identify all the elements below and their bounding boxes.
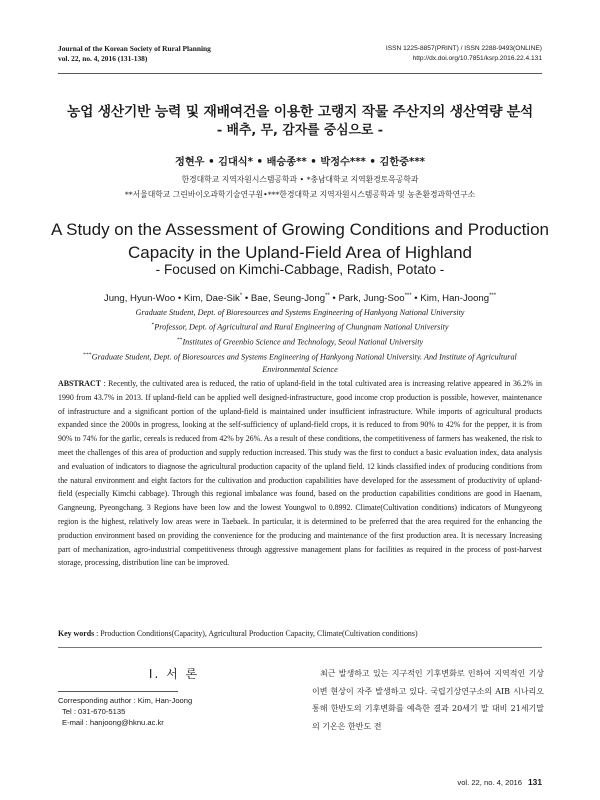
affiliation-item bbox=[58, 334, 542, 349]
english-authors bbox=[30, 290, 570, 305]
keywords-label: Key words bbox=[58, 629, 95, 638]
footer-issue: vol. 22, no. 4, 2016 bbox=[457, 778, 523, 787]
doi-link[interactable]: http://dx.doi.org/10.7851/ksrp.2016.22.4.131 bbox=[412, 55, 542, 62]
keywords-text: : Production Conditions(Capacity), Agricultural Production Capacity, Climate(Cultivation conditions) bbox=[94, 629, 418, 638]
author-separator: • bbox=[329, 293, 339, 305]
author-separator: • bbox=[242, 293, 251, 305]
author-separator: • bbox=[175, 293, 184, 305]
korean-title: 농업 생산기반 능력 및 재배여건을 이용한 고랭지 작물 주산지의 생산역량 분석 bbox=[66, 104, 534, 120]
affiliation-text: Graduate Student, Dept. of Bioresources and Systems Engineering of Hankyong National University. And Institute of Agricultural Environmental Science bbox=[91, 352, 517, 375]
affiliation-mark: * bbox=[151, 322, 155, 329]
korean-authors: 정현우 • 김대식* • 배승종** • 박정수*** • 김한중*** bbox=[175, 157, 425, 168]
keywords-divider bbox=[58, 647, 542, 648]
english-title-line-2: Capacity in the Upland-Field Area of Highland bbox=[128, 243, 472, 262]
abstract-label: ABSTRACT bbox=[58, 379, 101, 388]
abstract-text: : Recently, the cultivated area is reduced, the ratio of upland-field in the total cultivated area is increasing relative appeared in 36.2% in 1990 from 43.7% in 2013. If upland-field can be applied well designed-infrastructure, good income crop production is possible, however, maintenance of infrastructure and a significant portion of the upland-field is maintained under insufficient infrastructure. While imports of agricultural products expanded since the 2000s in progress, looking at the self-sufficiency of upland-field crops, it is reduced to from 90% to 42% for the pepper, it is from 90% to 74% for the garlic, cereals is reduced from 42% by 26%. As a result of these conditions, the competitiveness of farmers has weakened, the risk to meet the challenges of this area of production and supply reduction increased. This study was the first to conduct a basic evaluation index, data analysis and evaluation of indicators to diagnose the agricultural production capacity of the upland field. 12 kinds classified index of producing conditions from the natural environment and eight factors for the cultivation and production capabilities have developed for the assessment of productivity of upland-field (especially Kimchi cabbage). Through this regional imbalance was found, based on the production capabilities conditions are good in Haenam, Gangneung, Pyeongchang. 3 Regions have been low and the lowest Youngwol to 0.8992. Climate(Cultivation conditions) indicators of Mungyeong region is the highest, relatively low areas were in Taebaek. In particular, it is determined to be preferred that the area required for the enhancing the production environment based on providing the convenience for the producing and maintenance of the first production area. It is necessary Increasing part of mechanization, agro-industrial competitiveness through aggressive management plans for facilities as required in the process of post-harvest storage, processing, distribution line can be improved. bbox=[58, 379, 542, 568]
header-divider bbox=[58, 73, 542, 74]
abstract bbox=[58, 377, 542, 570]
author-mark: ** bbox=[325, 293, 330, 299]
english-subtitle: - Focused on Kimchi-Cabbage, Radish, Potato - bbox=[155, 262, 445, 277]
journal-header bbox=[58, 44, 338, 64]
affiliation-item bbox=[58, 307, 542, 319]
introduction-body bbox=[312, 665, 544, 735]
journal-name: Journal of the Korean Society of Rural Planning bbox=[58, 44, 211, 53]
author-mark: *** bbox=[489, 293, 497, 299]
affiliation-text: Institutes of Greenbio Science and Technology, Seoul National University bbox=[182, 337, 424, 347]
korean-affiliation-1: 한경대학교 지역자원시스템공학과 • *충남대학교 지역환경토목공학과 bbox=[181, 175, 419, 184]
corresponding-email[interactable]: E-mail : hanjoong@hknu.ac.kr bbox=[62, 718, 164, 727]
korean-affiliation-2: **서울대학교 그린바이오과학기술연구원•***한경대학교 지역자원시스템공학과 및 농촌환경과학연구소 bbox=[124, 190, 476, 199]
affiliation-text: Graduate Student, Dept. of Bioresources and Systems Engineering of Hankyong National University bbox=[135, 308, 465, 317]
correspondence-divider bbox=[58, 691, 178, 692]
introduction-paragraph: 최근 발생하고 있는 지구적인 기후변화로 인하여 지역적인 기상이변 현상이 자주 발생하고 있다. 국립기상연구소의 AIB 시나리오 통해 한반도의 기후변화를 예측한 결과 20세기 말 대비 21세기말의 기온은 한반도 전 bbox=[312, 669, 544, 731]
page-footer bbox=[457, 777, 542, 788]
author-name: Kim, Han-Joong bbox=[420, 293, 490, 305]
keywords bbox=[58, 628, 542, 639]
affiliation-mark: ** bbox=[176, 337, 183, 344]
correspondence-block bbox=[58, 695, 290, 728]
section-heading-introduction: Ⅰ. 서 론 bbox=[148, 667, 200, 681]
corresponding-tel: Tel : 031-670-5135 bbox=[62, 707, 126, 716]
affiliation-item bbox=[58, 349, 542, 376]
journal-identifiers bbox=[302, 44, 542, 64]
author-name: Jung, Hyun-Woo bbox=[103, 293, 176, 305]
author-separator: • bbox=[411, 293, 421, 305]
english-affiliations bbox=[58, 307, 542, 376]
affiliation-mark: *** bbox=[83, 352, 92, 359]
author-mark: *** bbox=[404, 293, 412, 299]
author-name: Park, Jung-Soo bbox=[338, 293, 405, 305]
author-mark: * bbox=[239, 293, 243, 299]
issn-text: ISSN 1225-8857(PRINT) / ISSN 2288-9493(ONLINE) bbox=[385, 45, 542, 52]
author-name: Kim, Dae-Sik bbox=[183, 293, 240, 305]
affiliation-text: Professor, Dept. of Agricultural and Rural Engineering of Chungnam National University bbox=[154, 322, 449, 332]
author-name: Bae, Seung-Jong bbox=[250, 293, 326, 305]
corresponding-author: Corresponding author : Kim, Han-Joong bbox=[58, 696, 193, 705]
english-title-line-1: A Study on the Assessment of Growing Conditions and Production bbox=[50, 220, 549, 239]
page-number: 131 bbox=[528, 777, 542, 787]
korean-subtitle: - 배추, 무, 감자를 중심으로 - bbox=[216, 123, 384, 138]
affiliation-item bbox=[58, 319, 542, 334]
journal-volume: vol. 22, no. 4, 2016 (131-138) bbox=[58, 54, 148, 63]
english-title bbox=[30, 218, 570, 264]
